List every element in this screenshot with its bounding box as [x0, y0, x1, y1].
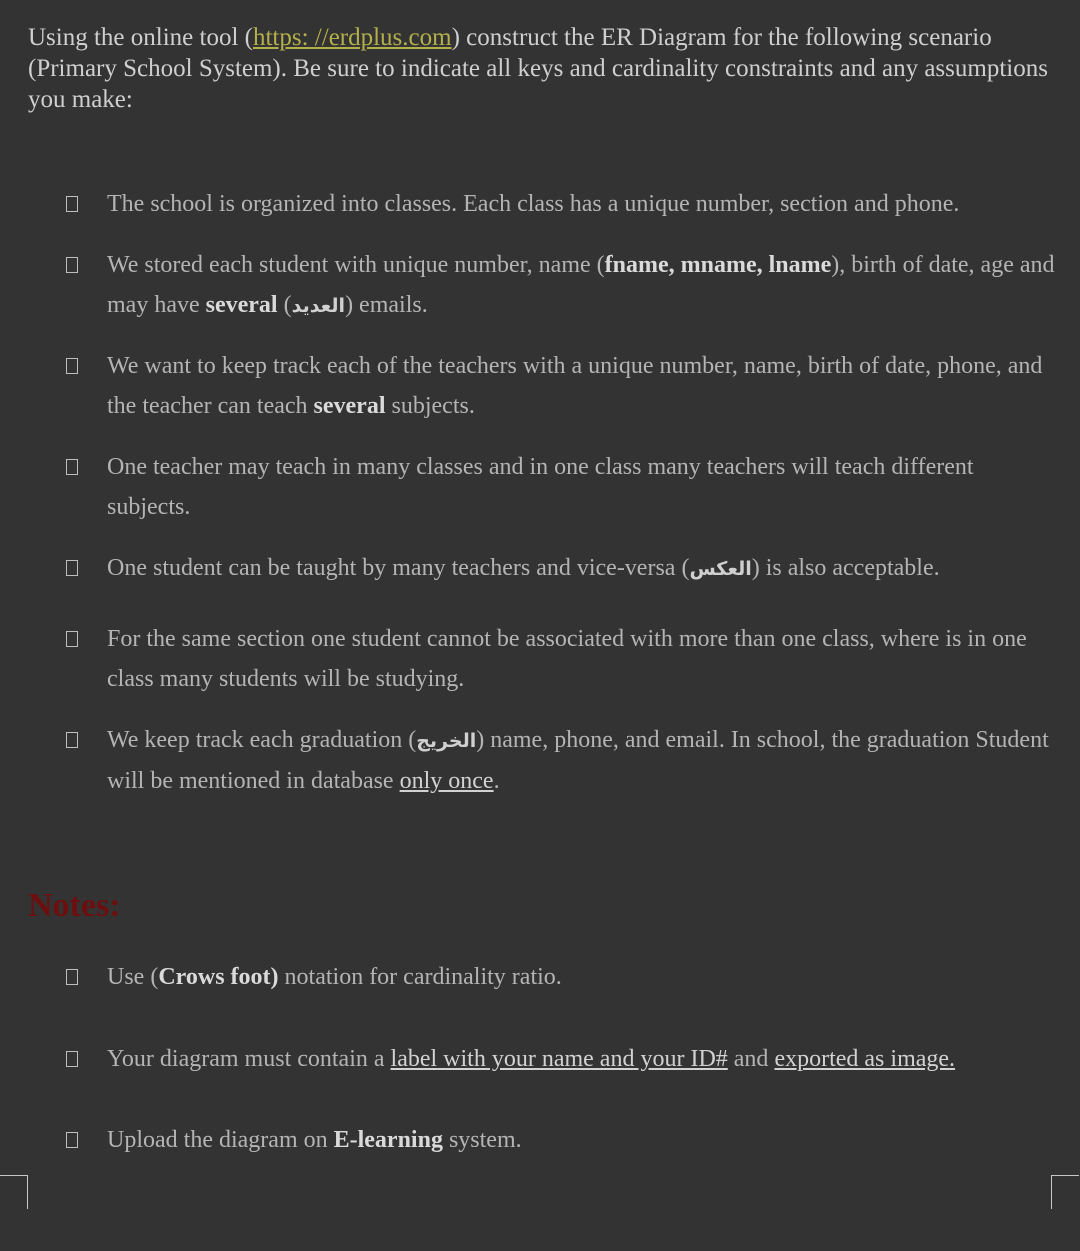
note-crows-foot [107, 957, 1057, 997]
note-text: Use ( [107, 964, 159, 990]
requirement-teachers [107, 346, 1057, 426]
note-text: and [727, 1046, 775, 1072]
note-text: . [949, 1046, 956, 1072]
name-parts-bold: fname, mname, lname [604, 252, 832, 278]
label-bold: label [390, 1046, 438, 1072]
requirement-text: subjects. [385, 393, 475, 419]
note-label-export [107, 1039, 1057, 1079]
requirement-text: One teacher may teach in many classes and in one class many teachers will teach different subjects. [107, 454, 974, 520]
note-text: system. [442, 1127, 522, 1153]
requirement-text: ), birth of date, age and may have [107, 252, 1055, 318]
page-corner-mark-right [1051, 1175, 1079, 1209]
note-text: Your diagram must contain a [107, 1046, 391, 1072]
requirement-text: We stored each student with unique number, name ( [107, 252, 605, 278]
requirement-classes [107, 184, 1057, 224]
arabic-gloss: العديد [291, 295, 346, 317]
requirement-teacher-classes [107, 447, 1057, 527]
requirement-text: ) name, phone, and email. In school, the graduation Student will be mentioned in database [107, 727, 1049, 794]
requirement-text: The school is organized into classes. Each class has a unique number, section and phone. [107, 191, 960, 217]
requirement-graduation [107, 720, 1057, 801]
bullet-marker [66, 969, 78, 985]
e-learning-bold: E-learning [333, 1127, 443, 1153]
bullet-marker [66, 631, 78, 647]
several-bold: several [205, 292, 278, 318]
erdplus-link[interactable]: https: //erdplus.com [252, 24, 452, 51]
requirement-student-teachers [107, 548, 1057, 589]
intro-paragraph [28, 22, 1058, 115]
crows-foot-bold: Crows foot) [158, 964, 279, 990]
requirement-text: We want to keep track each of the teachers with a unique number, name, birth of date, phone, and the teacher can teach [107, 353, 1043, 419]
name-id-underlined: with your name and your ID# [437, 1046, 728, 1072]
intro-text-end: ) construct the ER Diagram for the following scenario (Primary School System). Be sure to indicate all keys and cardinality constraints and any assumptions you make: [28, 24, 1048, 113]
requirement-text: One student can be taught by many teachers and vice-versa ( [107, 555, 690, 581]
only-once-underlined: only once [399, 768, 494, 794]
intro-text-start: Using the online tool ( [28, 24, 253, 51]
requirement-text: ) is also acceptable. [751, 555, 940, 581]
requirement-students [107, 245, 1057, 326]
note-text: notation for cardinality ratio. [278, 964, 562, 990]
requirement-text: ( [277, 292, 292, 318]
page-corner-mark-left [0, 1175, 28, 1209]
arabic-gloss: الخريج [416, 730, 477, 752]
requirement-text: For the same section one student cannot be associated with more than one class, where is in one class many students will be studying. [107, 626, 1027, 692]
requirement-text: We keep track each graduation ( [107, 727, 417, 753]
bullet-marker [66, 358, 78, 374]
several-bold: several [313, 393, 386, 419]
requirement-section-class [107, 619, 1057, 699]
note-upload [107, 1120, 1057, 1160]
bullet-marker [66, 1132, 78, 1148]
requirement-text: . [493, 768, 500, 794]
bullet-marker [66, 257, 78, 273]
requirement-text: ) emails. [345, 292, 428, 318]
notes-heading: Notes: [28, 887, 121, 924]
bullet-marker [66, 560, 78, 576]
bullet-marker [66, 1051, 78, 1067]
bullet-marker [66, 459, 78, 475]
bullet-marker [66, 196, 78, 212]
note-text: Upload the diagram on [107, 1127, 334, 1153]
arabic-gloss: العكس [689, 558, 752, 580]
bullet-marker [66, 732, 78, 748]
exported-as-image-underlined: exported as image [774, 1046, 950, 1072]
